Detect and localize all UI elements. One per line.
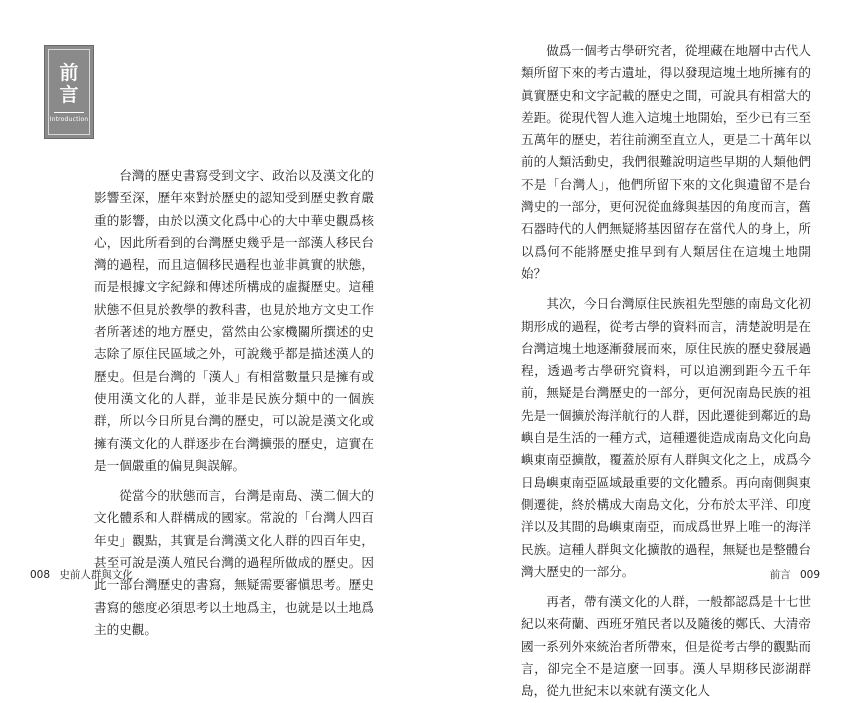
right-footer: [770, 567, 820, 582]
chapter-title-char-1: 前: [59, 62, 79, 84]
body-paragraph: 做爲一個考古學研究者，從埋藏在地層中古代人類所留下來的考古遺址，得以發現這塊土地所擁有的眞實歷史和文字記載的歷史之間，可說具有相當大的差距。從現代智人進入這塊土地開始，至少已有三至五萬年的歷史，若往前溯至直立人，更是二十萬年以前的人類活動史，我們很難說明這些早期的人類他們不是「台灣人」，他們所留下來的文化與遺留不是台灣史的一部分，更何況從血緣與基因的角度而言，舊石器時代的人們無疑將基因留存在當代人的身上，所以爲何不能將歷史推早到有人類居住在這塊土地開始？: [521, 43, 811, 281]
chapter-subtitle: Introduction: [49, 116, 89, 123]
body-paragraph: 台灣的歷史書寫受到文字、政治以及漢文化的影響至深，歷年來對於歷史的認知受到歷史教育嚴重的影響，由於以漢文化爲中心的大中華史觀爲核心，因此所看到的台灣歷史幾乎是一部漢人移民台灣的過程，而且這個移民過程也並非眞實的狀態，而是根據文字紀錄和傳述所構成的虛擬歷史。這種狀態不但見於教學的教科書，也見於地方文史工作者所著述的地方歷史，當然由公家機關所撰述的史志除了原住民區域之外，可說幾乎都是描述漢人的歷史。但是台灣的「漢人」有相當數量只是擁有或使用漢文化的人群，並非是民族分類中的一個族群，所以今日所見台灣的歷史，可以說是漢文化或擁有漢文化的人群逐步在台灣擴張的歷史，這實在是一個嚴重的偏見與誤解。: [94, 168, 374, 473]
chapter-title-block: [44, 45, 94, 139]
chapter-title-char-2: 言: [59, 84, 79, 106]
page-number: 009: [799, 569, 820, 581]
body-paragraph: 再者，帶有漢文化的人群，一般都認爲是十七世紀以來荷蘭、西班牙殖民者以及隨後的鄭氏、大清帝國一系列外來統治者所帶來，但是從考古學的觀點而言，卻完全不是這麼一回事。漢人早期移民澎湖群島，從九世紀末以來就有漢文化人: [521, 594, 811, 699]
left-footer: [30, 567, 133, 582]
body-paragraph: 從當今的狀態而言，台灣是南島、漢二個大的文化體系和人群構成的國家。常說的「台灣人四百年史」觀點，其實是台灣漢文化人群的四百年史，甚至可說是漢人殖民台灣的過程所做成的歷史。因此一部台灣歷史的書寫，無疑需要審愼思考。歷史書寫的態度必須思考以土地爲主，也就是以土地爲主的史觀。: [94, 488, 374, 637]
page-number: 008: [30, 569, 51, 581]
running-title: 史前人群與文化: [59, 569, 133, 581]
title-divider: [54, 112, 84, 113]
right-body-text: [521, 40, 811, 703]
right-page: [425, 0, 850, 699]
running-title: 前言: [769, 569, 791, 581]
left-body-text: [94, 165, 374, 641]
body-paragraph: 其次，今日台灣原住民族祖先型態的南島文化初期形成的過程，從考古學的資料而言，淸楚說明是在台灣這塊土地逐漸發展而來，原住民族的歷史發展過程，透過考古學研究資料，可以追溯到距今五千年前，無疑是台灣歷史的一部分，更何況南島民族的祖先是一個擴於海洋航行的人群，因此遷徙到鄰近的島嶼自是生活的一種方式，這種遷徙造成南島文化向島嶼東南亞擴散，覆蓋於原有人群與文化之上，成爲今日島嶼東南亞區域最重要的文化體系。再向南側與東側遷徙，終於構成大南島文化，分布於太平洋、印度洋以及其間的島嶼東南亞，而成爲世界上唯一的海洋民族。這種人群與文化擴散的過程，無疑也是整體台灣大歷史的一部分。: [521, 296, 811, 579]
left-page: [0, 0, 425, 637]
